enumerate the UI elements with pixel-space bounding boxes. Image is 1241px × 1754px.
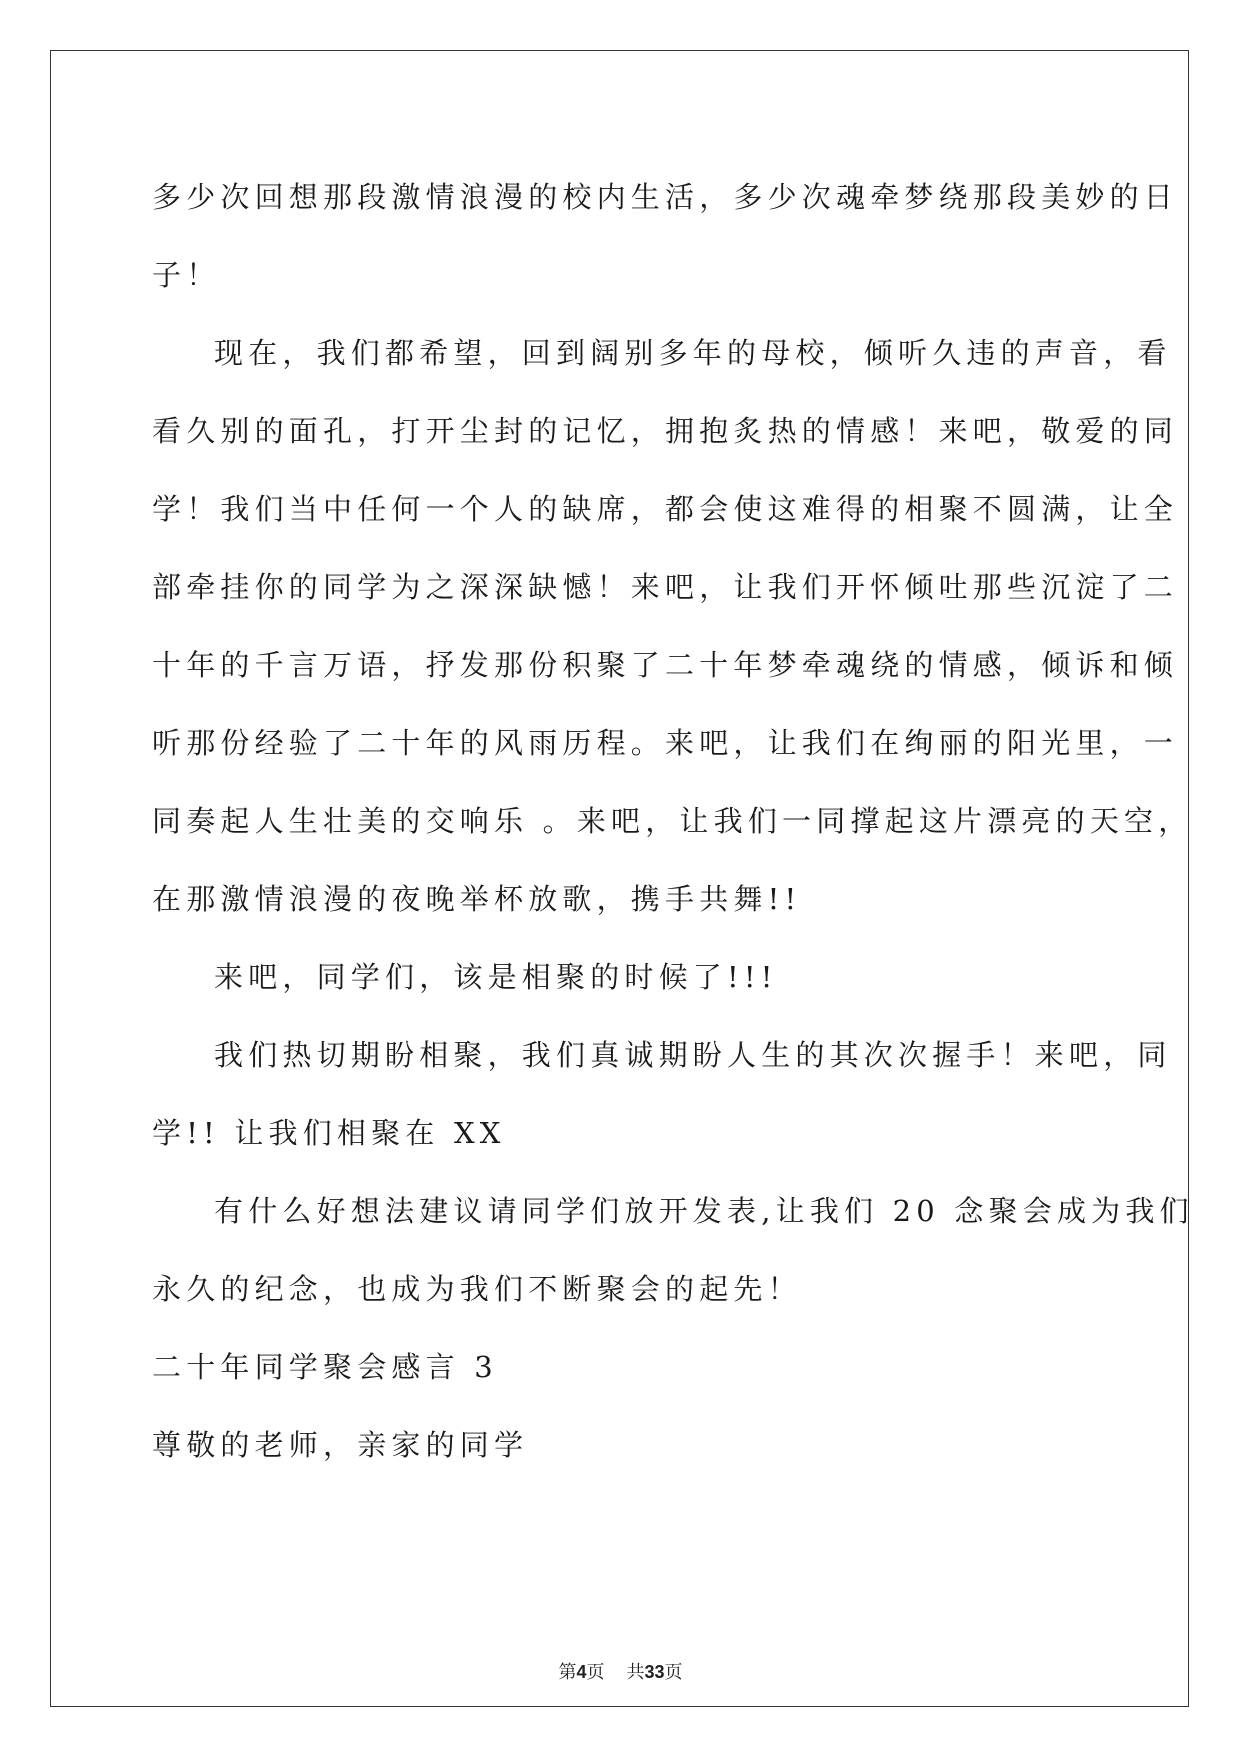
total-suffix: 页 — [664, 1662, 683, 1683]
text-line: 子！ — [152, 258, 221, 292]
paragraph-start-line: 有什么好想法建议请同学们放开发表,让我们 20 念聚会成为我们 — [214, 1194, 1194, 1228]
text-line: 永久的纪念，也成为我们不断聚会的起先！ — [152, 1272, 802, 1306]
page-prefix: 第 — [558, 1662, 577, 1683]
text-line: 多少次回想那段激情浪漫的校内生活，多少次魂牵梦绕那段美妙的日 — [152, 180, 1179, 214]
text-line: 学！我们当中任何一个人的缺席，都会使这难得的相聚不圆满，让全 — [152, 492, 1179, 526]
text-line: 看久别的面孔，打开尘封的记忆，拥抱炙热的情感！来吧，敬爱的同 — [152, 414, 1179, 448]
text-line: 学!! 让我们相聚在 XX — [152, 1116, 506, 1150]
text-line: 十年的千言万语，抒发那份积聚了二十年梦牵魂绕的情感，倾诉和倾 — [152, 648, 1179, 682]
page-number: 4 — [576, 1662, 587, 1682]
salutation-line: 尊敬的老师，亲家的同学 — [152, 1428, 529, 1462]
paragraph-start-line: 来吧，同学们，该是相聚的时候了!!! — [214, 960, 778, 994]
page-footer — [0, 1658, 1241, 1684]
paragraph-start-line: 我们热切期盼相聚，我们真诚期盼人生的其次次握手！来吧，同 — [214, 1038, 1172, 1072]
text-line: 同奏起人生壮美的交响乐 。来吧，让我们一同撑起这片漂亮的天空， — [152, 804, 1193, 838]
total-prefix: 共 — [626, 1662, 645, 1683]
text-line: 在那激情浪漫的夜晚举杯放歌，携手共舞!! — [152, 882, 802, 916]
paragraph-start-line: 现在，我们都希望，回到阔别多年的母校，倾听久违的声音，看 — [214, 336, 1172, 370]
section-heading: 二十年同学聚会感言 3 — [152, 1350, 498, 1384]
page-suffix: 页 — [586, 1662, 605, 1683]
text-line: 部牵挂你的同学为之深深缺憾！来吧，让我们开怀倾吐那些沉淀了二 — [152, 570, 1179, 604]
total-pages: 33 — [644, 1662, 665, 1682]
document-body — [152, 158, 1194, 1484]
text-line: 听那份经验了二十年的风雨历程。来吧，让我们在绚丽的阳光里，一 — [152, 726, 1179, 760]
